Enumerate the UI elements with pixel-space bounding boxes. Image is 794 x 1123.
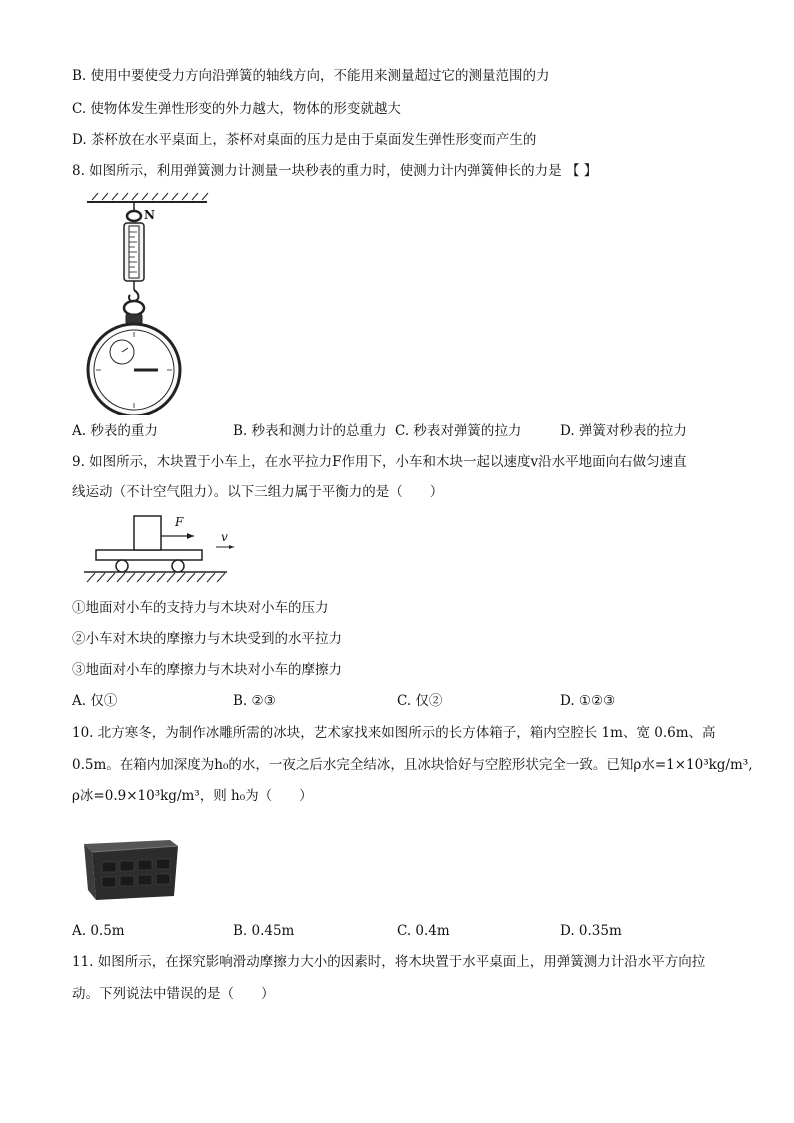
q9-option-c: C. 仅② xyxy=(397,693,443,709)
q10-option-c: C. 0.4m xyxy=(397,923,450,939)
q9-statement-1: ①地面对小车的支持力与木块对小车的压力 xyxy=(72,600,329,616)
velocity-label: v xyxy=(221,530,228,544)
q10-stem-line3: ρ冰=0.9×10³kg/m³，则 h₀为（ ） xyxy=(72,788,313,804)
q10-option-a: A. 0.5m xyxy=(72,923,125,939)
q10-option-b: B. 0.45m xyxy=(233,923,295,939)
figure-label-n: N xyxy=(144,208,155,222)
force-label: F xyxy=(175,515,184,529)
spring-scale-stopwatch-figure xyxy=(82,190,212,415)
q9-option-d: D. ①②③ xyxy=(560,693,616,709)
q7-option-c: C. 使物体发生弹性形变的外力越大，物体的形变就越大 xyxy=(72,101,401,117)
q9-option-b: B. ②③ xyxy=(233,693,276,709)
q8-option-c: C. 秒表对弹簧的拉力 xyxy=(395,423,522,439)
q9-statement-2: ②小车对木块的摩擦力与木块受到的水平拉力 xyxy=(72,631,342,647)
cart-block-drawing xyxy=(82,512,242,590)
q11-stem-line2: 动。下列说法中错误的是（ ） xyxy=(72,986,275,1002)
q8-option-a: A. 秒表的重力 xyxy=(72,423,158,439)
cart-block-figure xyxy=(82,512,242,590)
q10-stem-line1: 10. 北方寒冬，为制作冰雕所需的冰块，艺术家找来如图所示的长方体箱子，箱内空腔长 1m、宽 0.6m、高 xyxy=(72,725,716,741)
storage-box-drawing xyxy=(80,832,180,902)
q9-option-a: A. 仅① xyxy=(72,693,118,709)
q9-stem-line1: 9. 如图所示，木块置于小车上，在水平拉力F作用下，小车和木块一起以速度v沿水平地面向右做匀速直 xyxy=(72,454,687,470)
spring-scale-stopwatch-drawing xyxy=(82,190,212,415)
q10-stem-line2: 0.5m。在箱内加深度为h₀的水，一夜之后水完全结冰，且冰块恰好与空腔形状完全一致。已知ρ水=1×10³kg/m³, xyxy=(72,757,753,773)
q7-option-d: D. 茶杯放在水平桌面上，茶杯对桌面的压力是由于桌面发生弹性形变而产生的 xyxy=(72,132,537,148)
q11-stem-line1: 11. 如图所示，在探究影响滑动摩擦力大小的因素时，将木块置于水平桌面上，用弹簧测力计沿水平方向拉 xyxy=(72,954,706,970)
q8-option-b: B. 秒表和测力计的总重力 xyxy=(233,423,387,439)
q9-statement-3: ③地面对小车的摩擦力与木块对小车的摩擦力 xyxy=(72,662,342,678)
q7-option-b: B. 使用中要使受力方向沿弹簧的轴线方向，不能用来测量超过它的测量范围的力 xyxy=(72,68,550,84)
q10-option-d: D. 0.35m xyxy=(560,923,622,939)
q8-stem: 8. 如图所示，利用弹簧测力计测量一块秒表的重力时，使测力计内弹簧伸长的力是 【 】 xyxy=(72,163,598,179)
q9-stem-line2: 线运动（不计空气阻力）。以下三组力属于平衡力的是（ ） xyxy=(72,484,444,500)
q8-option-d: D. 弹簧对秒表的拉力 xyxy=(560,423,687,439)
storage-box-photo xyxy=(80,832,180,902)
